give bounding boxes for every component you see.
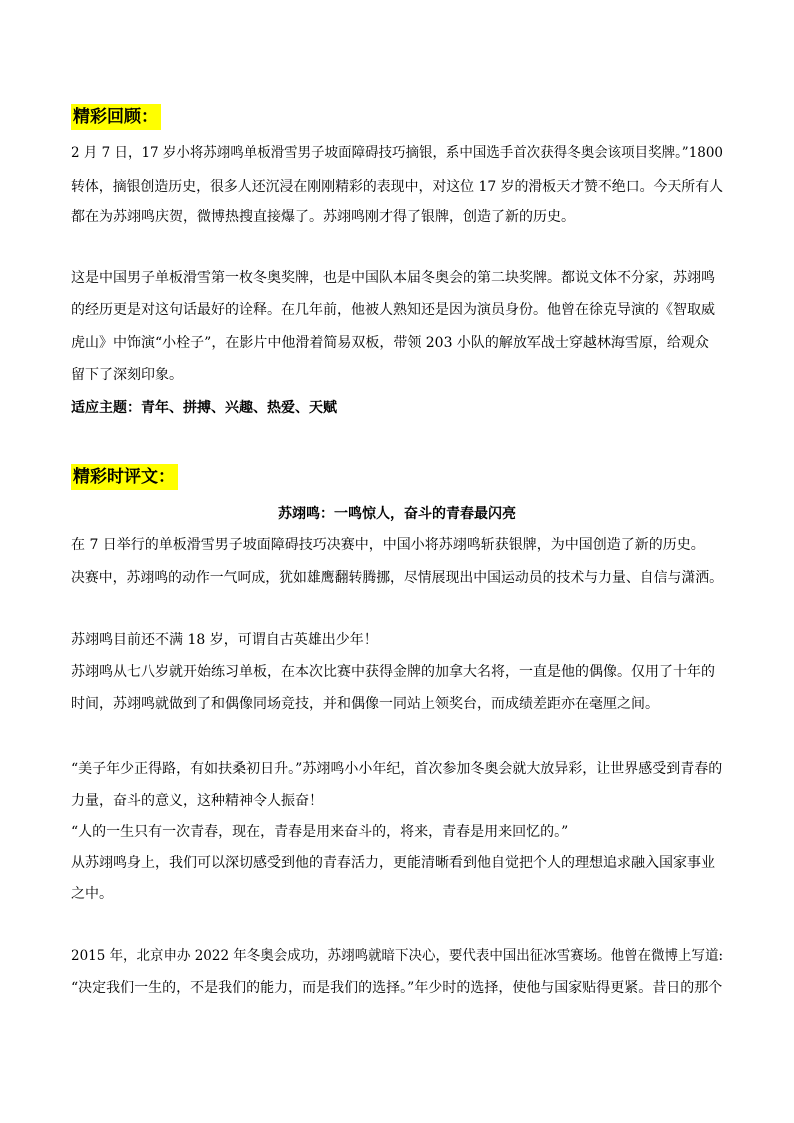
paragraph-line: 苏翊鸣从七八岁就开始练习单板，在本次比赛中获得金牌的加拿大名将，一直是他的偶像。仅用了十年的 bbox=[71, 664, 715, 680]
themes-line: 适应主题：青年、拼搏、兴趣、热爱、天赋 bbox=[71, 400, 337, 416]
paragraph-line: “决定我们一生的，不是我们的能力，而是我们的选择。”年少时的选择，使他与国家贴得更紧。昔日的那个 bbox=[71, 980, 723, 996]
paragraph-line: 虎山》中饰演“小栓子”，在影片中他滑着简易双板，带领 203 小队的解放军战士穿越林海雪原，给观众 bbox=[71, 335, 709, 351]
paragraph-line: 在 7 日举行的单板滑雪男子坡面障碍技巧决赛中，中国小将苏翊鸣斩获银牌，为中国创造了新的历史。 bbox=[71, 537, 705, 553]
paragraph-line: 决赛中，苏翊鸣的动作一气呵成，犹如雄鹰翻转腾挪，尽情展现出中国运动员的技术与力量、自信与潇洒。 bbox=[71, 570, 723, 586]
article-title: 苏翊鸣：一鸣惊人，奋斗的青春最闪亮 bbox=[278, 506, 516, 522]
paragraph-line: 2 月 7 日，17 岁小将苏翊鸣单板滑雪男子坡面障碍技巧摘银，系中国选手首次获得冬奥会该项目奖牌。”1800 bbox=[71, 145, 723, 161]
paragraph-line: 都在为苏翊鸣庆贺，微博热搜直接爆了。苏翊鸣刚才得了银牌，创造了新的历史。 bbox=[71, 209, 575, 225]
paragraph-line: 时间，苏翊鸣就做到了和偶像同场竞技，并和偶像一同站上领奖台，而成绩差距亦在毫厘之间。 bbox=[71, 696, 659, 712]
paragraph-line: 之中。 bbox=[71, 886, 113, 902]
paragraph-line: “美子年少正得路，有如扶桑初日升。”苏翊鸣小小年纪，首次参加冬奥会就大放异彩，让世界感受到青春的 bbox=[71, 761, 723, 777]
paragraph-line: 转体，摘银创造历史，很多人还沉浸在刚刚精彩的表现中，对这位 17 岁的滑板天才赞不绝口。今天所有人 bbox=[71, 179, 723, 195]
paragraph-line: 留下了深刻印象。 bbox=[71, 367, 183, 383]
paragraph-line: 2015 年，北京申办 2022 年冬奥会成功，苏翊鸣就暗下决心，要代表中国出征冰雪赛场。他曾在微博上写道: bbox=[71, 948, 723, 964]
paragraph-line: 苏翊鸣目前还不满 18 岁，可谓自古英雄出少年！ bbox=[71, 632, 378, 648]
paragraph-line: 这是中国男子单板滑雪第一枚冬奥奖牌，也是中国队本届冬奥会的第二块奖牌。都说文体不分家，苏翊鸣 bbox=[71, 270, 715, 286]
paragraph-line: 的经历更是对这句话最好的诠释。在几年前，他被人熟知还是因为演员身份。他曾在徐克导演的《智取威 bbox=[71, 302, 715, 318]
quote-line: “人的一生只有一次青春，现在，青春是用来奋斗的，将来，青春是用来回忆的。” bbox=[71, 824, 569, 840]
section-heading-review: 精彩回顾： bbox=[71, 104, 161, 130]
paragraph-line: 从苏翊鸣身上，我们可以深切感受到他的青春活力，更能清晰看到他自觉把个人的理想追求融入国家事业 bbox=[71, 855, 715, 871]
section-heading-commentary: 精彩时评文： bbox=[71, 464, 178, 490]
paragraph-line: 力量，奋斗的意义，这种精神令人振奋！ bbox=[71, 793, 323, 809]
